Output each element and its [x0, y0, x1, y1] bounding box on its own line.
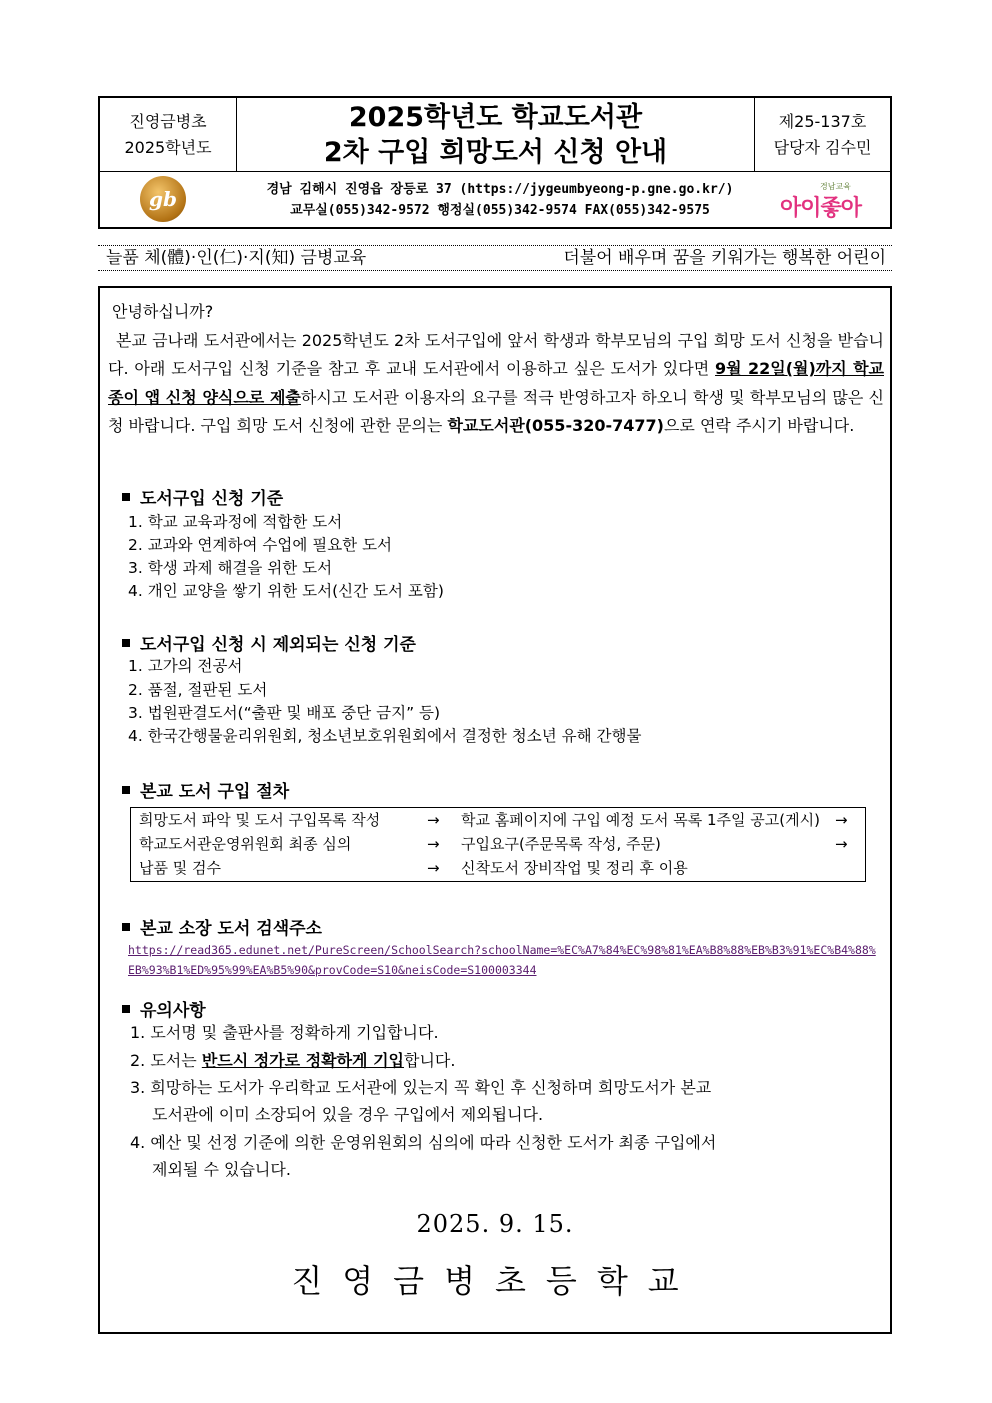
greeting: 안녕하십니까?: [112, 302, 214, 321]
procedure-step: 희망도서 파악 및 도서 구입목록 작성: [139, 811, 381, 829]
school-signature: 진영금병초등학교: [291, 1262, 699, 1300]
bullet-square-icon: [122, 923, 130, 931]
note2-emphasis: 반드시 정가로 정확하게 기입: [201, 1051, 404, 1070]
doc-number: 제25-137호: [778, 111, 867, 131]
search-title: 본교 소장 도서 검색주소: [140, 919, 322, 939]
criteria-item: 3. 학생 과제 해결을 위한 도서: [128, 559, 333, 577]
arrow-right-icon: →: [427, 811, 440, 829]
letterhead: [98, 96, 892, 229]
doc-number-cell: [755, 98, 890, 171]
procedure-step: 학교도서관운영위원회 최종 심의: [139, 835, 352, 853]
motto-bar: [98, 245, 892, 271]
intro-deadline: 9월 22일(월)까지 학교종이 앱 신청 양식으로 제출: [108, 359, 884, 407]
notice-body: [98, 286, 892, 1334]
arrow-right-icon: →: [427, 859, 440, 877]
exclude-item: 4. 한국간행물윤리위원회, 청소년보호위원회에서 결정한 청소년 유해 간행물: [128, 727, 642, 745]
notes-title: 유의사항: [140, 1001, 206, 1021]
exclude-item: 2. 품절, 절판된 도서: [128, 681, 268, 699]
doc-manager: 담당자 김수민: [773, 137, 872, 157]
procedure-heading: [122, 777, 289, 802]
bullet-square-icon: [122, 786, 130, 794]
criteria-item: 4. 개인 교양을 쌓기 위한 도서(신간 도서 포함): [128, 582, 444, 600]
motto-right: 더불어 배우며 꿈을 키워가는 행복한 어린이: [563, 248, 886, 268]
intro-p3: 으로 연락 주시기 바랍니다.: [663, 416, 855, 435]
note-item: 4. 예산 및 선정 기준에 의한 운영위원회의 심의에 따라 신청한 도서가 최종 구입에서: [130, 1133, 717, 1152]
letterhead-top-row: [100, 98, 890, 172]
search-heading: [122, 914, 322, 939]
intro-p2: 하시고 도서관 이용자의 요구를 적극 반영하고자 하오니 학생 및 학부모님의 많은 신청 바랍니다. 구입 희망 도서 신청에 관한 문의는: [108, 387, 884, 435]
note-item-cont: 제외될 수 있습니다.: [152, 1160, 291, 1179]
school-phones: 교무실(055)342-9572 행정실(055)342-9574 FAX(055)342-9575: [290, 203, 710, 218]
arrow-right-icon: →: [835, 811, 848, 829]
procedure-step: 납품 및 검수: [139, 859, 221, 877]
procedure-step: 학교 홈페이지에 구입 예정 도서 목록 1주일 공고(게시): [461, 811, 820, 829]
intro-text: [108, 327, 884, 441]
motto-left: 늘품 체(體)·인(仁)·지(知) 금병교육: [106, 248, 367, 268]
arrow-right-icon: →: [427, 835, 440, 853]
procedure-title: 본교 도서 구입 절차: [140, 782, 290, 802]
notice-date: 2025. 9. 15.: [416, 1210, 574, 1238]
note-item: 1. 도서명 및 출판사를 정확하게 기입합니다.: [130, 1023, 439, 1042]
criteria-item: 1. 학교 교육과정에 적합한 도서: [128, 513, 343, 531]
letterhead-contact-row: [100, 171, 890, 227]
search-url-link[interactable]: https://read365.edunet.net/PureScreen/SchoolSearch?schoolName=%EC%A7%84%EC%98%81%EA%B8%88%EB%B3%91%EC%B4%88%EB%93%B1%ED%95%99%EA%B5%90&provCode=S10&neisCode=S100003344: [128, 943, 876, 977]
gne-logo-icon: [776, 181, 876, 221]
criteria-item: 2. 교과와 연계하여 수업에 필요한 도서: [128, 536, 393, 554]
exclude-item: 3. 법원판결도서(“출판 및 배포 중단 금지” 등): [128, 704, 441, 722]
exclude-heading: [122, 630, 416, 655]
exclude-item: 1. 고가의 전공서: [128, 657, 243, 675]
notes-heading: [122, 996, 206, 1021]
school-logo-icon: gb: [140, 176, 186, 222]
note-item: 3. 희망하는 도서가 우리학교 도서관에 있는지 꼭 확인 후 신청하며 희망도서가 본교: [130, 1078, 712, 1097]
note-item-cont: 도서관에 이미 소장되어 있을 경우 구입에서 제외됩니다.: [152, 1105, 544, 1124]
procedure-step: 신착도서 장비작업 및 정리 후 이용: [461, 859, 688, 877]
school-address: 경남 김해시 진영읍 장등로 37 (https://jygeumbyeong-p.gne.go.kr/): [266, 182, 734, 197]
gne-logo-small: 경남교육: [820, 182, 851, 191]
criteria-heading: [122, 484, 283, 509]
issuer-cell: [100, 98, 237, 171]
issuer-year: 2025학년도: [124, 137, 212, 157]
bullet-square-icon: [122, 639, 130, 647]
procedure-box: [130, 807, 866, 882]
note2-pre: 2. 도서는: [130, 1051, 202, 1070]
procedure-step: 구입요구(주문목록 작성, 주문): [461, 835, 661, 853]
document-title: [237, 98, 755, 171]
intro-paragraph: [108, 298, 884, 441]
criteria-title: 도서구입 신청 기준: [140, 489, 284, 509]
school-contact: [220, 179, 780, 221]
title-line-2: 2차 구입 희망도서 신청 안내: [323, 136, 668, 168]
intro-contact: 학교도서관(055-320-7477): [447, 416, 664, 435]
intro-p1: 본교 금나래 도서관에서는 2025학년도 2차 도서구입에 앞서 학생과 학부모님의 구입 희망 도서 신청을 받습니다. 아래 도서구입 신청 기준을 참고 후 교내 도서관에서 이용하고 싶은 도서가 있다면: [108, 330, 884, 378]
note2-post: 합니다.: [404, 1051, 456, 1070]
bullet-square-icon: [122, 493, 130, 501]
arrow-right-icon: →: [835, 835, 848, 853]
bullet-square-icon: [122, 1005, 130, 1013]
gne-logo-text: 아이좋아: [780, 196, 862, 221]
exclude-title: 도서구입 신청 시 제외되는 신청 기준: [140, 635, 416, 655]
title-line-1: 2025학년도 학교도서관: [348, 101, 643, 133]
note-item: [130, 1047, 455, 1075]
issuer-school: 진영금병초: [129, 111, 207, 131]
